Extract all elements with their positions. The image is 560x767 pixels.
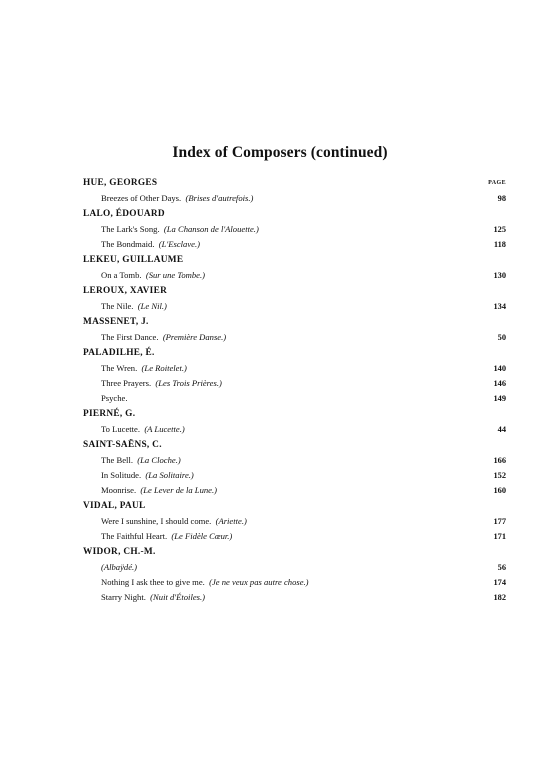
- work-entry: [83, 590, 506, 605]
- work-original-title: (L'Esclave.): [158, 239, 200, 249]
- work-title: The Lark's Song.: [101, 224, 160, 234]
- work-title: Psyche.: [101, 393, 128, 403]
- composer-name: PIERNÉ, G.: [83, 409, 136, 419]
- work-text: [101, 299, 167, 314]
- composer-name: PALADILHE, É.: [83, 348, 155, 358]
- work-original-title: (La Chanson de l'Alouette.): [163, 224, 259, 234]
- work-entry: [83, 529, 506, 544]
- page-number: 118: [493, 240, 506, 249]
- work-original-title: (La Solitaire.): [145, 470, 194, 480]
- page-number: 56: [497, 563, 506, 572]
- work-text: [101, 361, 187, 376]
- work-title: The Nile.: [101, 301, 134, 311]
- work-original-title: (Les Trois Prières.): [155, 378, 222, 388]
- work-original-title: (A Lucette.): [144, 424, 185, 434]
- composer-name: MASSENET, J.: [83, 317, 149, 327]
- work-entry: [83, 560, 506, 575]
- work-entry: [83, 422, 506, 437]
- work-text: [101, 330, 226, 345]
- work-title: To Lucette.: [101, 424, 141, 434]
- work-entry: [83, 268, 506, 283]
- work-text: [101, 529, 232, 544]
- work-title: On a Tomb.: [101, 270, 142, 280]
- page-title: Index of Composers (continued): [172, 144, 388, 161]
- work-entry: [83, 330, 506, 345]
- page-number: 130: [493, 271, 506, 280]
- work-text: [101, 191, 253, 206]
- work-text: [101, 422, 185, 437]
- work-text: [101, 590, 205, 605]
- composer-name: WIDOR, CH.-M.: [83, 547, 156, 557]
- page-number: 140: [493, 364, 506, 373]
- work-entry: [83, 299, 506, 314]
- work-entry: [83, 514, 506, 529]
- work-original-title: (Première Danse.): [162, 332, 227, 342]
- work-entry: [83, 361, 506, 376]
- work-original-title: (Le Lever de la Lune.): [140, 485, 218, 495]
- work-text: [101, 560, 137, 575]
- work-title: Three Prayers.: [101, 378, 152, 388]
- work-entry: [83, 453, 506, 468]
- work-original-title: (Le Fidèle Cœur.): [171, 531, 233, 541]
- work-text: [101, 575, 309, 590]
- work-text: [101, 514, 247, 529]
- composer-name: VIDAL, PAUL: [83, 501, 146, 511]
- work-entry: [83, 237, 506, 252]
- work-original-title: (Je ne veux pas autre chose.): [209, 577, 309, 587]
- composer-name: SAINT-SAËNS, C.: [83, 440, 162, 450]
- work-title: The Bell.: [101, 455, 133, 465]
- work-entry: [83, 222, 506, 237]
- page-column-header: PAGE: [488, 180, 506, 186]
- composer-name: LEKEU, GUILLAUME: [83, 255, 184, 265]
- page-number: 160: [493, 486, 506, 495]
- page-number: 182: [493, 593, 506, 602]
- work-title: The Faithful Heart.: [101, 531, 168, 541]
- page-number: 50: [497, 333, 506, 342]
- work-title: Breezes of Other Days.: [101, 193, 182, 203]
- work-title: The Wren.: [101, 363, 138, 373]
- work-original-title: (Brises d'autrefois.): [185, 193, 254, 203]
- page-number: 174: [493, 578, 506, 587]
- work-original-title: (Ariette.): [215, 516, 247, 526]
- page-number: 44: [497, 425, 506, 434]
- work-text: [101, 376, 222, 391]
- work-text: [101, 268, 205, 283]
- work-text: [101, 453, 181, 468]
- page-number: 166: [493, 456, 506, 465]
- work-text: [101, 468, 194, 483]
- composer-index: [83, 176, 506, 605]
- work-entry: [83, 483, 506, 498]
- page-number: 171: [493, 532, 506, 541]
- page-number: 177: [493, 517, 506, 526]
- work-title: The Bondmaid.: [101, 239, 155, 249]
- page-number: 146: [493, 379, 506, 388]
- work-original-title: (Albaÿdé.): [101, 562, 138, 572]
- page-number: 134: [493, 302, 506, 311]
- work-text: [101, 222, 259, 237]
- work-text: [101, 483, 217, 498]
- work-title: The First Dance.: [101, 332, 159, 342]
- composer-name: LEROUX, XAVIER: [83, 286, 168, 296]
- work-title: In Solitude.: [101, 470, 142, 480]
- work-original-title: (Sur une Tombe.): [145, 270, 205, 280]
- page-number: 152: [493, 471, 506, 480]
- work-title: Moonrise.: [101, 485, 137, 495]
- work-text: [101, 237, 200, 252]
- work-entry: [83, 575, 506, 590]
- work-entry: [83, 468, 506, 483]
- work-original-title: (Nuit d'Étoiles.): [150, 592, 205, 602]
- work-entry: [83, 391, 506, 406]
- composer-name: HUE, GEORGES: [83, 178, 158, 188]
- page-number: 125: [493, 225, 506, 234]
- page-number: 98: [497, 194, 506, 203]
- work-original-title: (La Cloche.): [137, 455, 181, 465]
- work-entry: [83, 376, 506, 391]
- composer-name: LALO, ÉDOUARD: [83, 209, 165, 219]
- work-original-title: (Le Roitelet.): [141, 363, 187, 373]
- page-number: 149: [493, 394, 506, 403]
- work-entry: [83, 191, 506, 206]
- work-title: Starry Night.: [101, 592, 146, 602]
- work-text: [101, 391, 128, 406]
- work-original-title: (Le Nil.): [137, 301, 167, 311]
- work-title: Nothing I ask thee to give me.: [101, 577, 205, 587]
- work-title: Were I sunshine, I should come.: [101, 516, 212, 526]
